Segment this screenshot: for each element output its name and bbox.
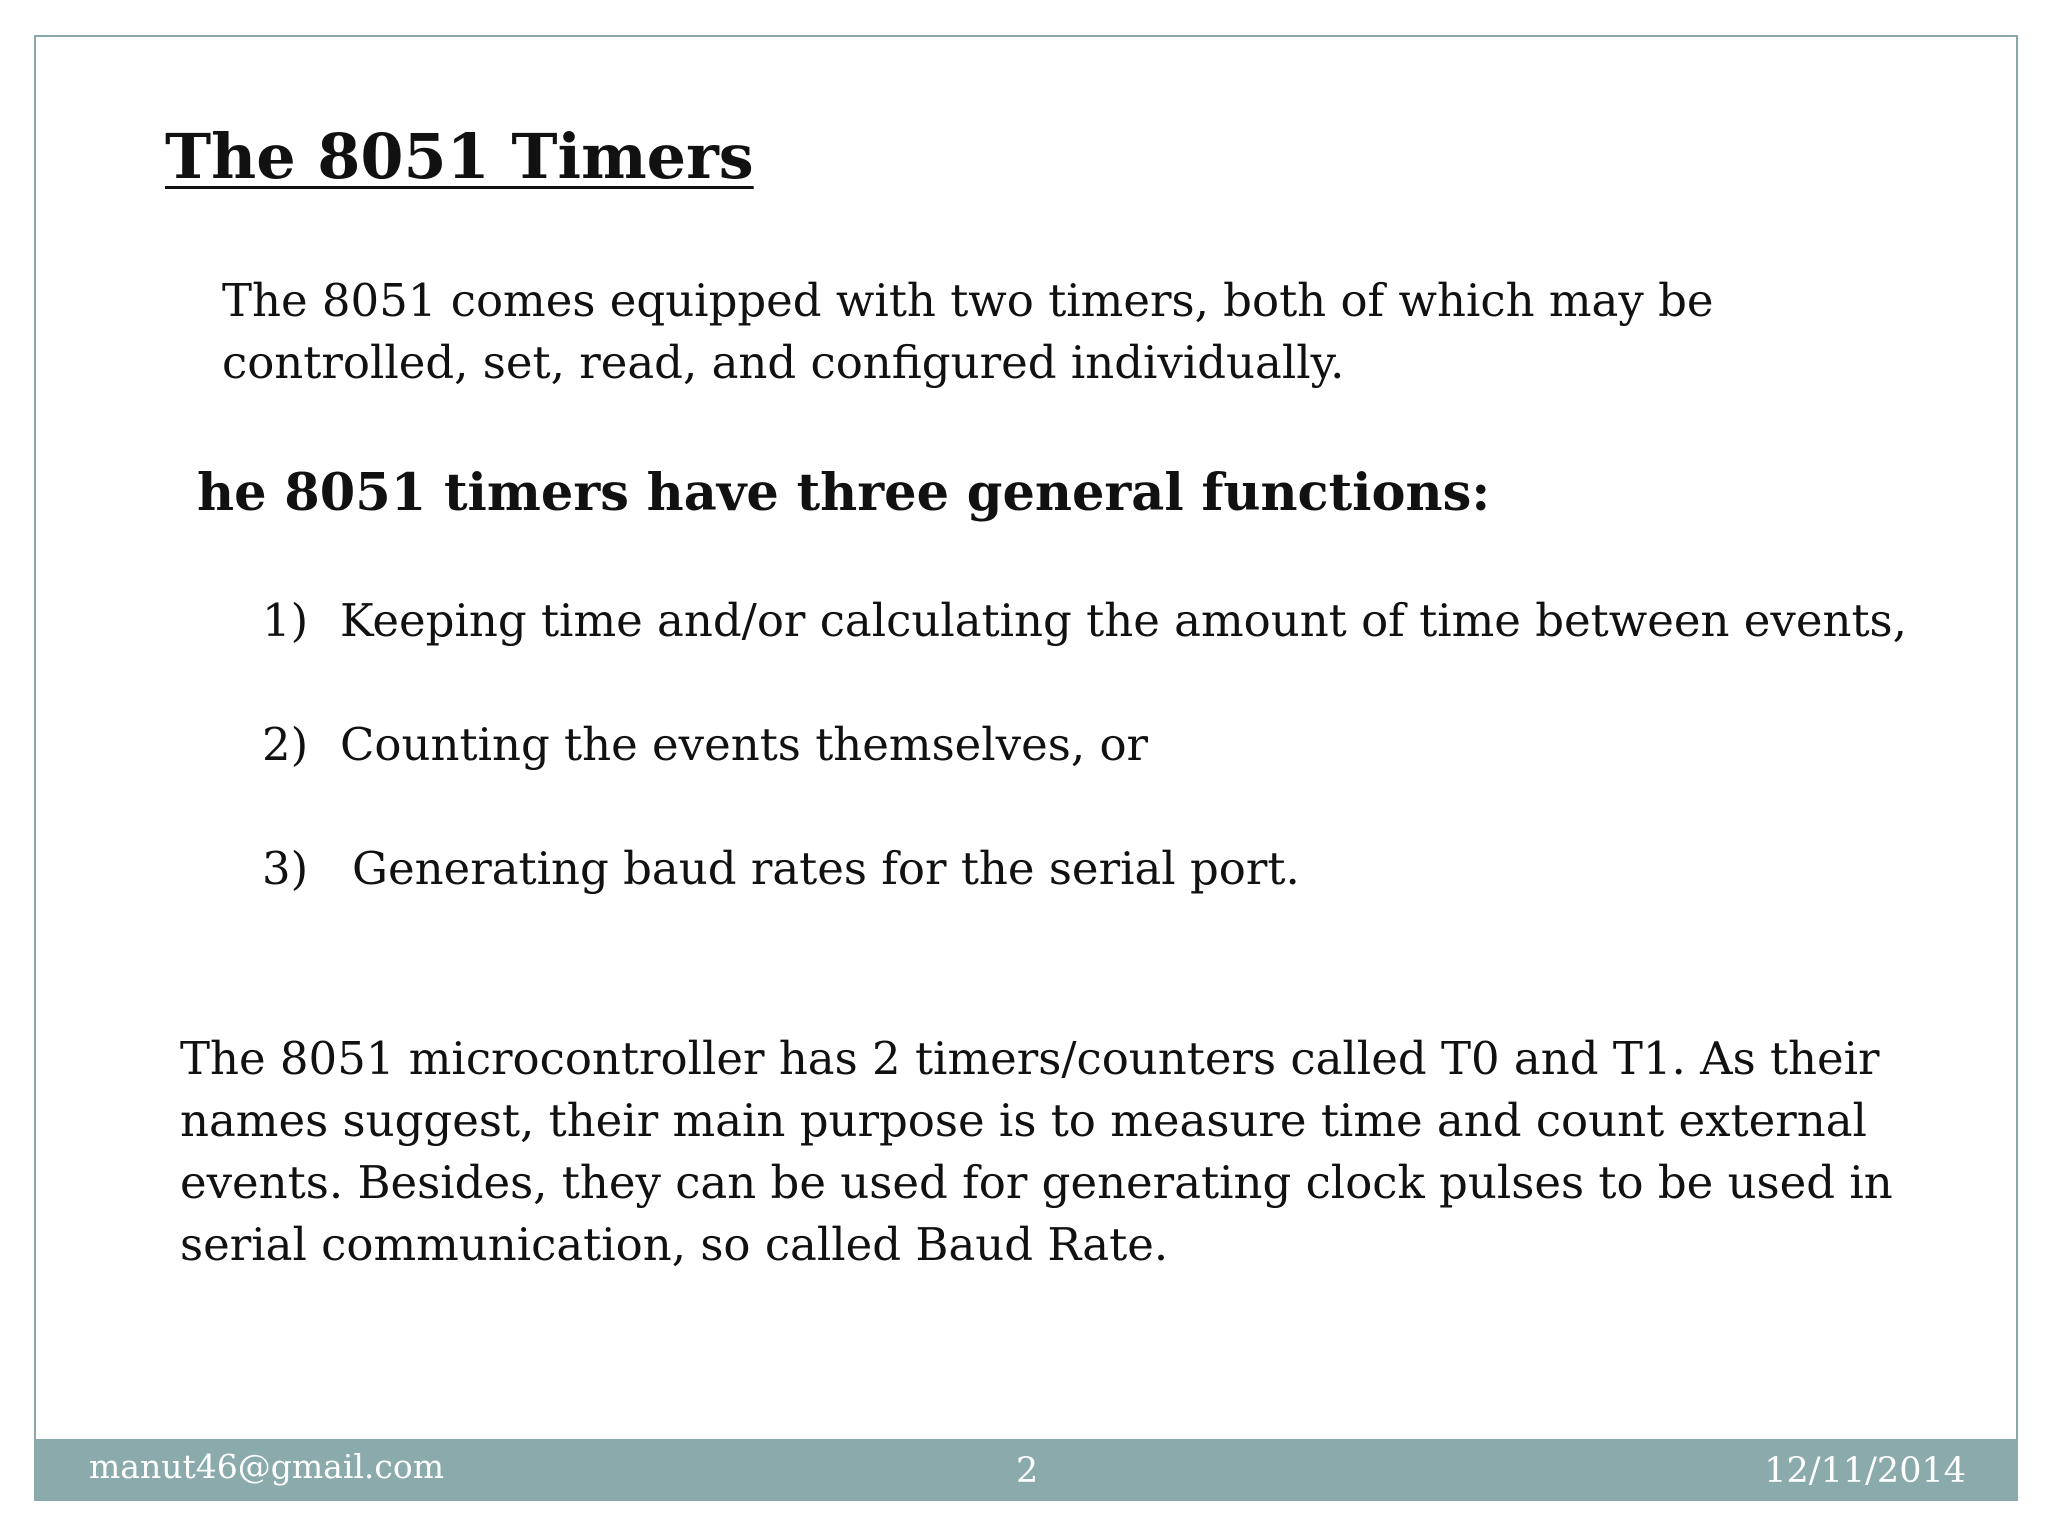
intro-paragraph: The 8051 comes equipped with two timers, both of which may be controlled, set, read, and configured individually.: [222, 274, 1714, 389]
slide-title: The 8051 Timers: [165, 120, 754, 193]
function-number: 3): [262, 842, 309, 895]
footer-page-number: 2: [1016, 1451, 1039, 1491]
function-text: Counting the events themselves, or: [340, 718, 1149, 771]
function-item-1: [262, 592, 1907, 716]
function-item-2: [262, 716, 1907, 840]
footer-date: 12/11/2014: [1764, 1451, 1966, 1491]
function-number: 2): [262, 718, 309, 771]
function-text: Keeping time and/or calculating the amount of time between events,: [340, 594, 1907, 647]
functions-heading: he 8051 timers have three general functions:: [197, 463, 1491, 523]
function-number: 1): [262, 594, 309, 647]
closing-paragraph: The 8051 microcontroller has 2 timers/counters called T0 and T1. As their names suggest, their main purpose is to measure time and count external events. Besides, they can be used for generating clock pulses to be used in serial communication, so called Baud Rate.: [180, 1032, 1893, 1271]
footer-email: manut46@gmail.com: [89, 1447, 445, 1486]
function-text: Generating baud rates for the serial port.: [352, 842, 1300, 895]
function-item-3: [262, 840, 1907, 964]
footer-bar: [34, 1439, 2018, 1501]
functions-list: [262, 592, 1907, 964]
